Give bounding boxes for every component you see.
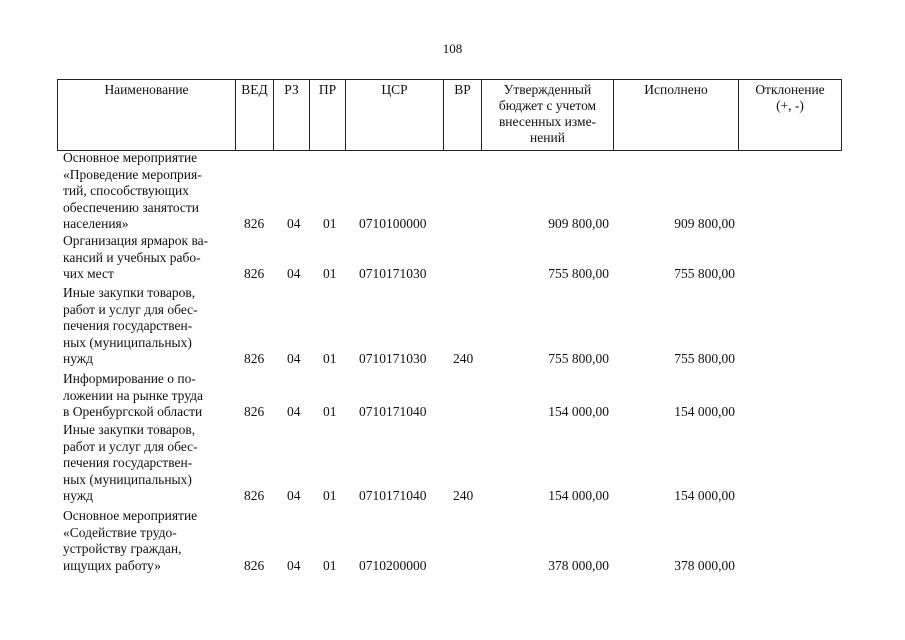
header-rz: РЗ [274,80,310,150]
row-name-line: устройству граждан, [63,541,182,556]
row-name-line: ных (муниципальных) [63,334,192,350]
cell-vr: 240 [453,351,474,366]
cell-csr: 0710200000 [359,558,427,573]
row-name [63,285,235,368]
header-executed: Исполнено [614,80,739,150]
header-name: Наименование [58,80,236,150]
header-ved: ВЕД [236,80,274,150]
row-name [63,233,235,283]
cell-rz: 04 [287,404,301,419]
cell-budget: 378 000,00 [548,558,609,573]
cell-pr: 01 [323,558,337,573]
row-name-line: Организация ярмарок ва- [63,233,209,248]
cell-csr: 0710171040 [359,488,427,503]
cell-executed: 154 000,00 [674,404,735,419]
header-budget [482,80,614,150]
header-deviation [739,80,842,150]
row-name-line: работ и услуг для обес- [63,301,198,317]
cell-budget: 755 800,00 [548,266,609,281]
row-name-line: работ и услуг для обес- [63,438,198,454]
row-name-line: нужд [63,351,93,366]
row-name-line: «Проведение мероприя- [63,166,202,182]
cell-ved: 826 [244,558,265,573]
page-number: 108 [442,41,463,56]
cell-pr: 01 [323,351,337,366]
header-deviation-line: (+, -) [776,98,804,113]
row-name [63,422,235,505]
row-name-line: Информирование о по- [63,371,196,386]
row-name-line: нужд [63,488,93,503]
row-name [63,150,235,233]
row-name-line: Основное мероприятие [63,150,198,165]
row-name-line: печения государствен- [63,455,193,470]
cell-budget: 154 000,00 [548,404,609,419]
cell-rz: 04 [287,351,301,366]
cell-executed: 378 000,00 [674,558,735,573]
header-budget-line: внесенных изме- [498,114,597,129]
cell-csr: 0710171040 [359,404,427,419]
cell-executed: 755 800,00 [674,266,735,281]
cell-executed: 909 800,00 [674,216,735,231]
row-name-line: тий, способствующих [63,183,190,198]
header-csr: ЦСР [346,80,444,150]
row-name [63,371,235,421]
cell-pr: 01 [323,266,337,281]
table-header [57,79,842,151]
cell-csr: 0710171030 [359,266,427,281]
cell-pr: 01 [323,216,337,231]
row-name-line: печения государствен- [63,318,193,333]
cell-budget: 755 800,00 [548,351,609,366]
row-name-line: ложении на рынке труда [63,387,203,403]
cell-rz: 04 [287,216,301,231]
cell-budget: 154 000,00 [548,488,609,503]
row-name [63,508,235,574]
row-name-line: в Оренбургской области [63,404,203,419]
row-name-line: «Содействие трудо- [63,524,177,540]
cell-pr: 01 [323,404,337,419]
cell-rz: 04 [287,266,301,281]
row-name-line: ных (муниципальных) [63,471,192,487]
cell-executed: 154 000,00 [674,488,735,503]
cell-pr: 01 [323,488,337,503]
row-name-line: Иные закупки товаров, [63,285,196,300]
header-budget-line: бюджет с учетом [498,98,597,113]
row-name-line: чих мест [63,266,114,281]
header-vr: ВР [444,80,482,150]
row-name-line: обеспечению занятости [63,199,200,215]
cell-csr: 0710171030 [359,351,427,366]
row-name-line: Основное мероприятие [63,508,198,523]
row-name-line: кансий и учебных рабо- [63,249,201,265]
cell-rz: 04 [287,558,301,573]
row-name-line: населения» [63,216,129,231]
header-pr: ПР [310,80,346,150]
cell-ved: 826 [244,488,265,503]
cell-ved: 826 [244,404,265,419]
header-budget-line: нений [530,130,565,145]
cell-ved: 826 [244,216,265,231]
cell-csr: 0710100000 [359,216,427,231]
cell-vr: 240 [453,488,474,503]
cell-rz: 04 [287,488,301,503]
cell-ved: 826 [244,266,265,281]
row-name-line: ищущих работу» [63,557,161,573]
cell-budget: 909 800,00 [548,216,609,231]
header-budget-line: Утвержденный [503,82,592,97]
cell-executed: 755 800,00 [674,351,735,366]
header-deviation-line: Отклонение [755,82,825,97]
cell-ved: 826 [244,351,265,366]
row-name-line: Иные закупки товаров, [63,422,196,437]
